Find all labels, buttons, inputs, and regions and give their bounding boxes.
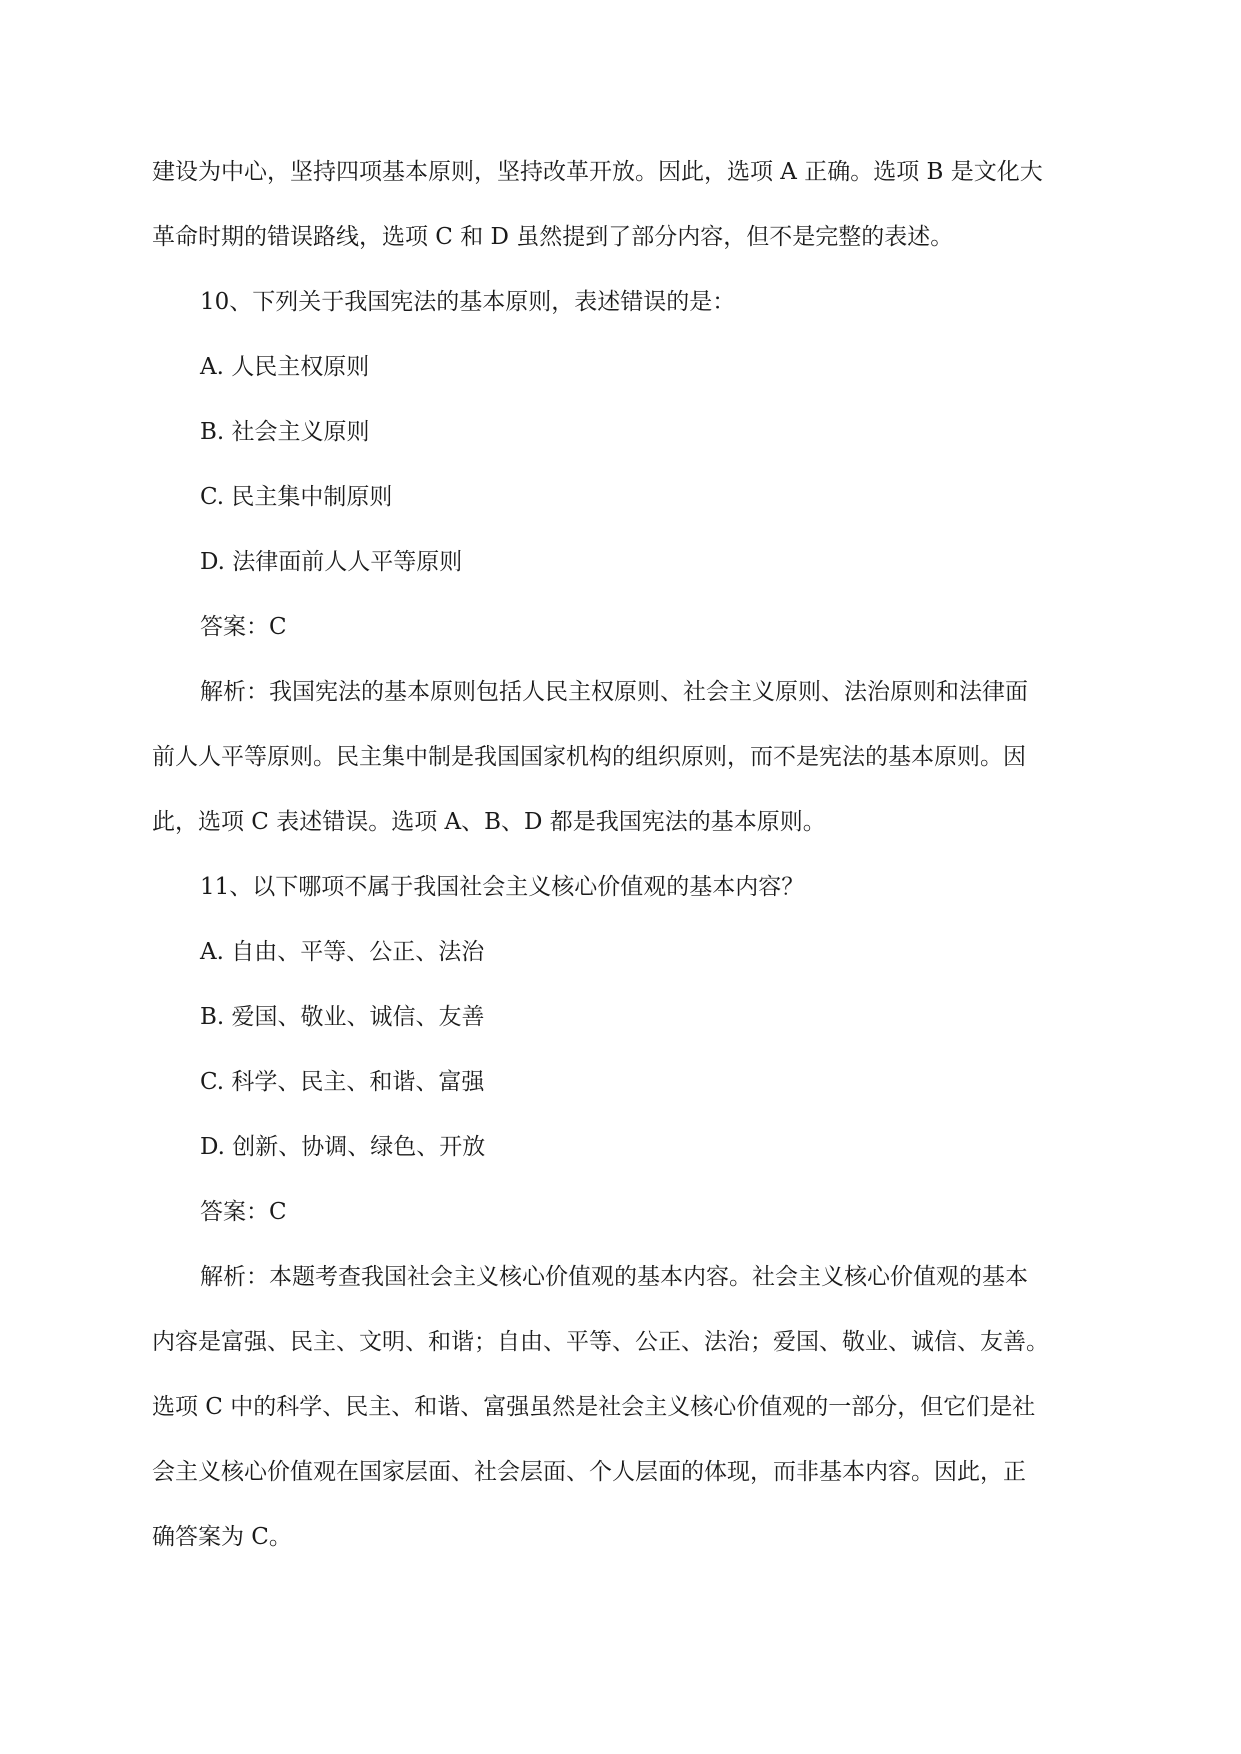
question-10-analysis-line-2: 前人人平等原则。民主集中制是我国国家机构的组织原则，而不是宪法的基本原则。因: [152, 744, 1026, 770]
question-10-option-c: C. 民主集中制原则: [200, 484, 393, 510]
question-10-analysis-line-1: 解析：我国宪法的基本原则包括人民主权原则、社会主义原则、法治原则和法律面: [200, 679, 1028, 705]
question-11-option-d: D. 创新、协调、绿色、开放: [200, 1134, 486, 1160]
intro-paragraph: [152, 140, 1092, 270]
question-11-analysis-line-4: 会主义核心价值观在国家层面、社会层面、个人层面的体现，而非基本内容。因此，正: [152, 1459, 1026, 1485]
question-11-analysis-line-5: 确答案为 C。: [152, 1524, 292, 1550]
question-10: [152, 270, 1092, 855]
intro-line-2: 革命时期的错误路线，选项 C 和 D 虽然提到了部分内容，但不是完整的表述。: [152, 224, 954, 250]
question-10-option-a: A. 人民主权原则: [200, 354, 370, 380]
question-11-analysis-line-3: 选项 C 中的科学、民主、和谐、富强虽然是社会主义核心价值观的一部分，但它们是社: [152, 1394, 1036, 1420]
question-10-answer: 答案：C: [200, 614, 287, 640]
question-11-text: 11、以下哪项不属于我国社会主义核心价值观的基本内容？: [200, 874, 805, 900]
question-11-analysis-line-2: 内容是富强、民主、文明、和谐；自由、平等、公正、法治；爱国、敬业、诚信、友善。: [152, 1329, 1049, 1355]
question-11-option-b: B. 爱国、敬业、诚信、友善: [200, 1004, 485, 1030]
question-11-option-a: A. 自由、平等、公正、法治: [200, 939, 485, 965]
document-page: [152, 140, 1092, 1570]
intro-line-1: 建设为中心，坚持四项基本原则，坚持改革开放。因此，选项 A 正确。选项 B 是文化大: [152, 159, 1043, 185]
question-10-text: 10、下列关于我国宪法的基本原则，表述错误的是：: [200, 289, 736, 315]
question-11-option-c: C. 科学、民主、和谐、富强: [200, 1069, 485, 1095]
question-10-analysis-line-3: 此，选项 C 表述错误。选项 A、B、D 都是我国宪法的基本原则。: [152, 809, 826, 835]
question-11-answer: 答案：C: [200, 1199, 287, 1225]
question-11: [152, 855, 1092, 1570]
question-10-option-b: B. 社会主义原则: [200, 419, 370, 445]
question-10-option-d: D. 法律面前人人平等原则: [200, 549, 463, 575]
question-11-analysis-line-1: 解析：本题考查我国社会主义核心价值观的基本内容。社会主义核心价值观的基本: [200, 1264, 1028, 1290]
